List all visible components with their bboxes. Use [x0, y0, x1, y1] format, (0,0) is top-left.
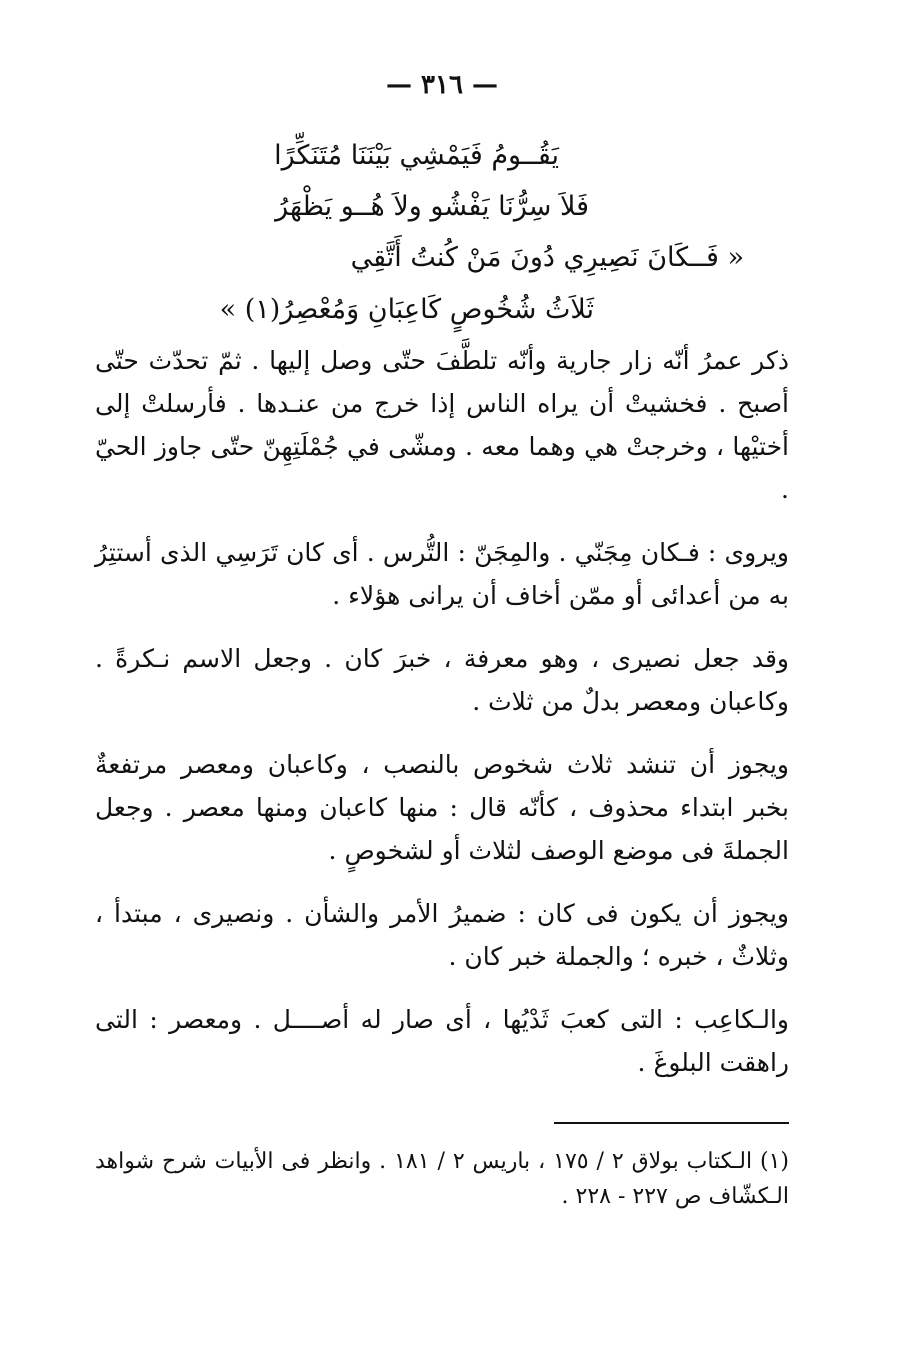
paragraph-1: ذكر عمرُ أنّه زار جارية وأنّه تلطَّفَ حتّى وصل إليها . ثمّ تحدّث حتّى أصبح . فخشيتْ أن يراه الناس إذا خرج من عنـدها . فأرسلتْ إلى أختيْها ، وخرجتْ هي وهما معه . ومشّى في جُمْلَتِهِنّ حتّى جاوز الحيّ . — [95, 345, 789, 504]
verse-4: ثَلاَثُ شُخُوصٍ كَاعِبَانِ وَمُعْصِرُ(١) » — [219, 293, 594, 325]
commentary-text — [95, 339, 789, 1084]
paragraph-2: ويروى : فـكان مِجَنّي . والمِجَنّ : التُّرس . أى كان تَرَسِي الذى أستتِرُ به من أعدائى أو ممّن أخاف أن يرانى هؤلاء . — [95, 537, 789, 610]
paragraph-3: وقد جعل نصيرى ، وهو معرفة ، خبرَ كان . وجعل الاسم نـكرةً . وكاعبان ومعصر بدلٌ من ثلاث . — [95, 643, 789, 716]
paragraph-4: ويجوز أن تنشد ثلاث شخوص بالنصب ، وكاعبان ومعصر مرتفعةٌ بخبر ابتداء محذوف ، كأنّه قال : منها كاعبان ومنها معصر . وجعل الجملةَ فى موضع الوصف لثلاث أو لشخوصٍ . — [95, 749, 789, 865]
verse-3: « فَــكَانَ نَصِيرِي دُونَ مَنْ كُنتُ أَتَّقِي — [350, 242, 744, 274]
paragraph-6: والـكاعِب : التى كعبَ ثَدْيُها ، أى صار له أصــــل . ومعصر : التى راهقت البلوغَ . — [95, 1004, 789, 1077]
verse-1: يَقُــومُ فَيَمْشِي بَيْنَنَا مُتَنَكِّرًا — [274, 140, 559, 171]
page-number: — ٣١٦ — — [385, 70, 499, 100]
poem-block — [95, 134, 789, 331]
footnote: (١) الـكتاب بولاق ٢ / ١٧٥ ، باريس ٢ / ١٨١ . وانظر فى الأبيات شرح شواهد الـكشّاف ص ٢٢٧ - ٢٢٨ . — [95, 1148, 790, 1209]
verse-2: فَلاَ سِرُّنَا يَفْشُو ولاَ هُــو يَظْهَرُ — [275, 191, 589, 223]
paragraph-5: ويجوز أن يكون فى كان : ضميرُ الأمر والشأن . ونصيرى ، مبتدأ ، وثلاثٌ ، خبره ؛ والجملة خبر كان . — [95, 898, 789, 971]
footnote-divider — [554, 1122, 789, 1124]
